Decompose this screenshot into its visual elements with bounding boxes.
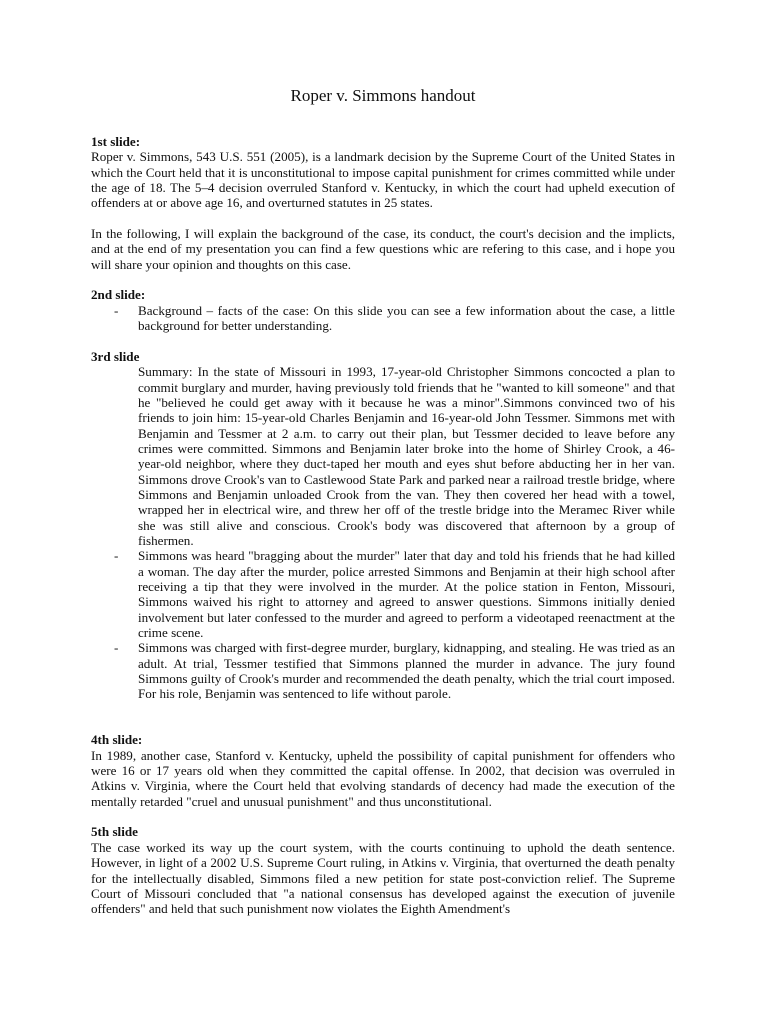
dash-bullet: - bbox=[114, 640, 119, 656]
dash-bullet: - bbox=[114, 302, 119, 318]
section-heading-slide-1: 1st slide: bbox=[91, 134, 141, 149]
list-item bbox=[91, 548, 675, 640]
slide-1-paragraph-2: In the following, I will explain the background of the case, its conduct, the court's decision and the implicts, and at the end of my presentation you can find a few questions whic are refering to this case, and i hope you will share your opinion and thoughts on this case. bbox=[91, 226, 675, 272]
slide-4-paragraph-1: In 1989, another case, Stanford v. Kentucky, upheld the possibility of capital punishment for offenders who were 16 or 17 years old when they committed the capital offense. In 2002, that decision was overruled in Atkins v. Virginia, where the Court held that evolving standards of decency had made the execution of the mentally retarded "cruel and unusual punishment" and thus unconstitutional. bbox=[91, 747, 675, 809]
section-heading-slide-5: 5th slide bbox=[91, 824, 138, 840]
slide-3-item-2-text: Simmons was heard "bragging about the murder" later that day and told his friends that he had killed a woman. The day after the murder, police arrested Simmons and Benjamin at their high school after receiving a tip that they were involved in the murder. At the police station in Fenton, Missouri, Simmons waived his right to attorney and agreed to answer questions. Simmons initially denied involvement but later confessed to the murder and agreed to perform a videotaped reenactment at the crime scene. bbox=[138, 548, 675, 640]
slide-1-paragraph-1: Roper v. Simmons, 543 U.S. 551 (2005), is a landmark decision by the Supreme Court of the United States in which the Court held that it is unconstitutional to impose capital punishment for crimes committed while under the age of 18. The 5–4 decision overruled Stanford v. Kentucky, in which the court had upheld execution of offenders at or above age 16, and overturned statutes in 25 states. bbox=[91, 149, 675, 211]
list-item bbox=[91, 364, 675, 548]
slide-2-item-1-text: Background – facts of the case: On this slide you can see a few information about the case, a little background for better understanding. bbox=[138, 302, 675, 334]
list-item bbox=[91, 640, 675, 701]
slide-2-list bbox=[91, 303, 675, 334]
list-item bbox=[91, 303, 675, 334]
handout-page bbox=[91, 86, 675, 938]
slide-5-paragraph-1: The case worked its way up the court system, with the courts continuing to uphold the death sentence. However, in light of a 2002 U.S. Supreme Court ruling, in Atkins v. Virginia, that overturned the death penalty for the intellectually disabled, Simmons filed a new petition for state post-conviction relief. The Supreme Court of Missouri concluded that "a national consensus has developed against the execution of juvenile offenders" and held that such punishment now violates the Eighth Amendment's bbox=[91, 839, 675, 917]
section-heading-slide-4: 4th slide: bbox=[91, 732, 143, 748]
slide-3-item-3-text: Simmons was charged with first-degree murder, burglary, kidnapping, and stealing. He was tried as an adult. At trial, Tessmer testified that Simmons planned the murder in advance. The jury found Simmons guilty of Crook's murder and recommended the death penalty, which the trial court imposed. For his role, Benjamin was sentenced to life without parole. bbox=[138, 640, 675, 702]
section-heading-slide-2: 2nd slide: bbox=[91, 287, 146, 303]
slide-3-list bbox=[91, 364, 675, 702]
slide-3-item-1-text: Summary: In the state of Missouri in 1993, 17-year-old Christopher Simmons concocted a plan to commit burglary and murder, having previously told friends that he "wanted to kill someone" and that he "believed he could get away with it because he was a minor".Simmons convinced two of his friends to join him: 15-year-old Charles Benjamin and 16-year-old John Tessmer. Simmons met with Benjamin and Tessmer at 2 a.m. to carry out their plan, but Tessmer decided to leave before any crimes were committed. Simmons and Benjamin later broke into the home of Shirley Crook, a 46-year-old neighbor, where they duct-taped her mouth and eyes shut before abducting her in her van. Simmons drove Crook's van to Castlewood State Park and parked near a railroad trestle bridge, where Simmons and Benjamin unloaded Crook from the van. They then covered her head with a towel, wrapped her in electrical wire, and threw her off of the trestle bridge into the Meramec River while she was still alive and conscious. Crook's body was discovered that afternoon by a group of fishermen. bbox=[138, 364, 675, 548]
dash-bullet: - bbox=[114, 548, 119, 564]
document-title: Roper v. Simmons handout bbox=[290, 86, 476, 105]
section-heading-slide-3: 3rd slide bbox=[91, 348, 140, 364]
